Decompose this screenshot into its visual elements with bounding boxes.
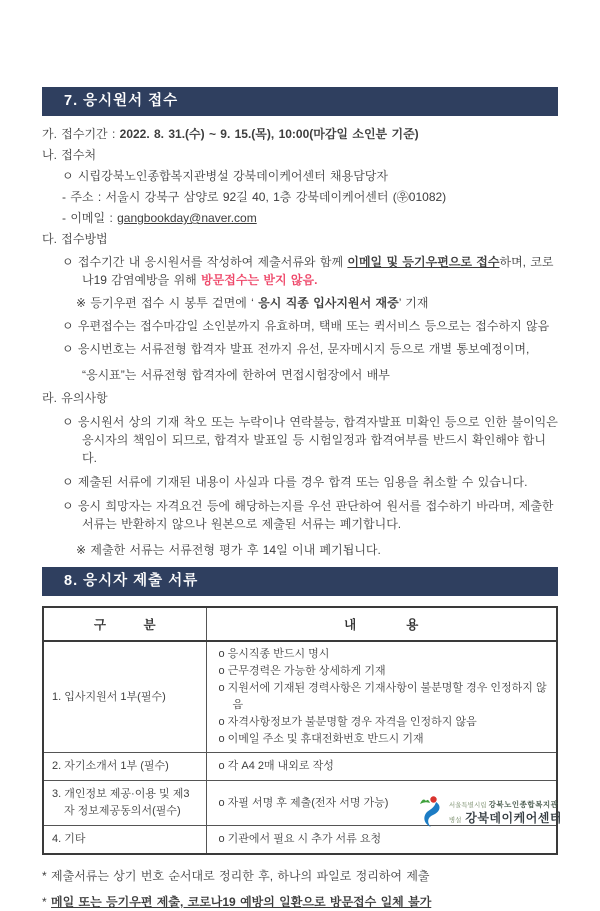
caution-item-1: ㅇ 응시원서 상의 기재 착오 또는 누락이나 연락불능, 합격자발표 미확인 등으로 인한 불이익은 응시자의 책임이 되므로, 합격자 발표일 등 시험일정과 합격여부를 반드시 확인해야 합니다. [62, 415, 558, 465]
row-1-category: 1. 입사지원서 1부(필수) [52, 690, 166, 703]
email-link[interactable]: gangbookday@naver.com [117, 211, 257, 225]
center-name-line [449, 811, 562, 828]
table-header-row [43, 607, 557, 641]
caution-label: 라. 유의사항 [42, 391, 108, 405]
row-3-item: o 자필 서명 후 제출(전자 서명 가능) [218, 796, 389, 809]
row-1-item: o 지원서에 기재된 경력사항은 기재사항이 불분명할 경우 인정하지 않음 [218, 682, 547, 711]
row-1-item: o 응시직종 반드시 명시 [218, 648, 330, 660]
row-4-category: 4. 기타 [52, 833, 86, 845]
caution-item-3: ㅇ 응시 희망자는 자격요건 등에 해당하는지를 우선 판단하여 원서를 접수하기 바라며, 제출한 서류는 반환하지 않으나 원본으로 제출된 서류는 폐기합니다. [62, 499, 554, 531]
row-3-category: 3. 개인정보 제공·이용 및 제3자 정보제공동의서(필수) [52, 788, 190, 817]
row-2-item: o 각 A4 2매 내외로 작성 [218, 760, 334, 772]
organization-name: 강북노인종합복지관 [488, 799, 559, 809]
method-label: 다. 접수방법 [42, 232, 108, 246]
method-item-1-mid: 하며, 코로나19 감염예방을 위해 [82, 255, 554, 287]
footnote-ordering: * 제출서류는 상기 번호 순서대로 정리한 후, 하나의 파일로 정리하여 제출 [42, 869, 430, 883]
row-4-category-cell [43, 826, 206, 855]
table-row [43, 753, 557, 781]
envelope-note-post: ’ 기재 [398, 296, 429, 310]
receipt-period-line [42, 125, 558, 143]
method-item-3: ㅇ 응시번호는 서류전형 합격자 발표 전까지 유선, 문자메시지 등으로 개별 통보예정이며, [62, 342, 530, 356]
envelope-note-pre: ※ 등기우편 접수 시 봉투 겉면에 ‘ [76, 296, 259, 310]
row-2-category: 2. 자기소개서 1부 (필수) [52, 760, 169, 772]
email-label: - 이메일 : [62, 211, 118, 225]
method-item-1-pre: ㅇ 접수기간 내 응시원서를 작성하여 제출서류와 함께 [62, 255, 348, 269]
row-2-content-cell [206, 753, 557, 781]
row-1-item: o 이메일 주소 및 휴대전화번호 반드시 기재 [218, 733, 424, 745]
receipt-place-address: - 주소 : 서울시 강북구 삼양로 92길 40, 1층 강북데이케어센터 (㉾01082) [62, 190, 447, 204]
receipt-place-office: ㅇ 시립강북노인종합복지관병설 강북데이케어센터 채용담당자 [62, 169, 388, 183]
receipt-place-label: 나. 접수처 [42, 148, 97, 162]
method-item-1-red-warning: 방문접수는 받지 않음. [201, 273, 318, 287]
envelope-note-emphasis: 응시 직종 입사지원서 재중 [258, 296, 399, 310]
section-8-header [42, 567, 558, 596]
footnote-no-visit [42, 893, 558, 911]
row-4-item: o 기관에서 필요 시 추가 서류 요청 [218, 833, 382, 845]
row-2-category-cell [43, 753, 206, 781]
method-item-2: ㅇ 우편접수는 접수마감일 소인분까지 유효하며, 택배 또는 퀵서비스 등으로는 접수하지 않음 [62, 319, 550, 333]
footnote-star: * [42, 895, 52, 909]
center-prefix: 병설 [448, 816, 462, 824]
method-item-1-emphasis: 이메일 및 등기우편으로 접수 [347, 255, 500, 269]
footnote-no-visit-text: 메일 또는 등기우편 제출, 코로나19 예방의 일환으로 방문접수 일체 불가 [51, 895, 432, 909]
receipt-place-email-line [42, 209, 558, 227]
organization-logo-text [449, 800, 562, 828]
row-1-content-cell [206, 641, 557, 753]
table-header-category: 구 분 [43, 607, 206, 641]
receipt-period-value: 2022. 8. 31.(수) ~ 9. 15.(목), 10:00(마감일 소인분 기준) [119, 127, 419, 141]
section-7-title: 7. 응시원서 접수 [64, 93, 179, 109]
method-item-1 [42, 253, 558, 289]
row-3-category-cell [43, 781, 206, 826]
organization-name-line [449, 800, 562, 811]
row-1-item: o 근무경력은 가능한 상세하게 기재 [218, 665, 386, 677]
caution-item-2: ㅇ 제출된 서류에 기재된 내용이 사실과 다를 경우 합격 또는 임용을 취소할 수 있습니다. [62, 475, 528, 489]
section-7-header [42, 87, 558, 116]
table-row [43, 641, 557, 753]
caution-disposal-note: ※ 제출한 서류는 서류전형 평가 후 14일 이내 폐기됩니다. [76, 543, 381, 557]
receipt-period-label: 가. 접수기간 : [42, 127, 120, 141]
organization-logo [419, 795, 562, 832]
row-1-category-cell [43, 641, 206, 753]
table-header-content: 내 용 [206, 607, 557, 641]
center-name: 강북데이케어센터 [465, 810, 562, 825]
method-item-3-continuation: “응시표”는 서류전형 합격자에 한하여 면접시험장에서 배부 [82, 368, 390, 382]
organization-prefix: 서울특별시립 [448, 801, 487, 809]
organization-logo-icon [419, 795, 445, 832]
method-envelope-note [42, 294, 558, 312]
section-7-body [42, 116, 558, 567]
section-8-title: 8. 응시자 제출 서류 [64, 573, 199, 589]
row-1-item: o 자격사항정보가 불분명할 경우 자격을 인정하지 않음 [218, 716, 477, 728]
